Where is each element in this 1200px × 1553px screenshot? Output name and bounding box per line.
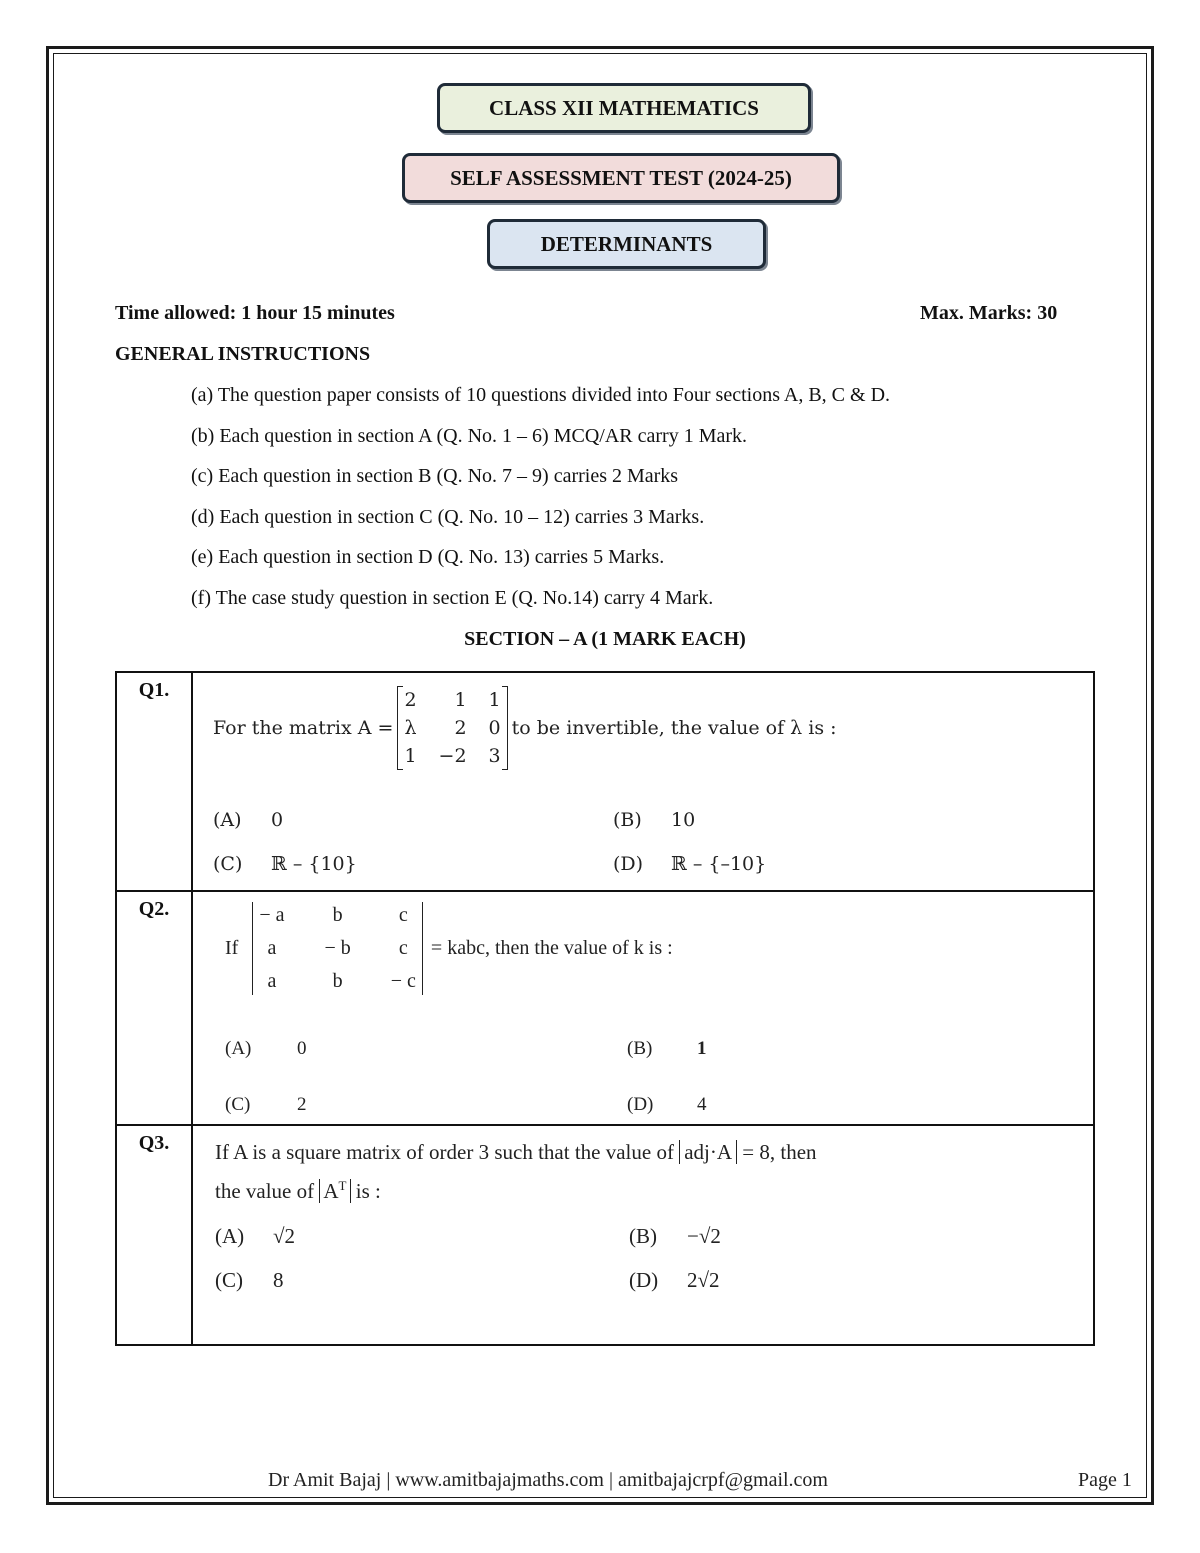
question-2-body bbox=[193, 892, 1093, 1122]
det-cell: c bbox=[398, 904, 408, 926]
instruction-item: (f) The case study question in section E (Q. No.14) carry 4 Mark. bbox=[191, 587, 714, 609]
option-value: 4 bbox=[697, 1094, 707, 1115]
matrix-a bbox=[397, 687, 507, 769]
option-label: (C) bbox=[225, 1094, 251, 1115]
option-label: (B) bbox=[627, 1038, 653, 1059]
option-label: (C) bbox=[213, 853, 243, 875]
matrix-cell: 1 bbox=[404, 745, 417, 767]
option-b bbox=[629, 1224, 721, 1249]
page-number: Page 1 bbox=[1078, 1469, 1132, 1491]
question-1-text-after: to be invertible, the value of λ is : bbox=[511, 717, 837, 739]
instruction-item: (d) Each question in section C (Q. No. 10 – 12) carries 3 Marks. bbox=[191, 506, 705, 528]
det-cell: − b bbox=[324, 937, 351, 959]
option-value: 0 bbox=[271, 809, 284, 831]
matrix-cell: 3 bbox=[488, 745, 501, 767]
matrix-cell: 1 bbox=[488, 689, 501, 711]
option-value: 8 bbox=[273, 1268, 284, 1292]
question-3-line-1 bbox=[215, 1140, 817, 1165]
option-value: 2√2 bbox=[687, 1268, 720, 1292]
option-a bbox=[225, 1038, 307, 1060]
time-allowed: Time allowed: 1 hour 15 minutes bbox=[115, 302, 395, 324]
question-3-text: is : bbox=[355, 1179, 381, 1203]
test-title-box bbox=[402, 153, 840, 203]
question-number: Q2. bbox=[116, 891, 192, 1125]
question-number: Q3. bbox=[116, 1125, 192, 1345]
option-d bbox=[627, 1094, 707, 1116]
footer-credit: Dr Amit Bajaj | www.amitbajajmaths.com | amitbajajcrpf@gmail.com bbox=[268, 1469, 828, 1491]
matrix-cell: 1 bbox=[454, 689, 467, 711]
option-value: 1 bbox=[697, 1038, 707, 1059]
matrix-cell: 0 bbox=[488, 717, 501, 739]
question-3-line-2 bbox=[215, 1178, 381, 1204]
option-label: (D) bbox=[629, 1268, 659, 1292]
det-cell: b bbox=[332, 904, 343, 926]
option-label: (B) bbox=[613, 809, 642, 831]
question-2-text-before: If bbox=[225, 937, 239, 959]
question-1-stem bbox=[213, 687, 837, 769]
option-d bbox=[613, 853, 766, 875]
option-c bbox=[225, 1094, 307, 1116]
question-3-body bbox=[193, 1126, 1093, 1342]
matrix-cell: −2 bbox=[438, 745, 467, 767]
option-c bbox=[215, 1268, 284, 1293]
test-title: SELF ASSESSMENT TEST (2024-25) bbox=[450, 165, 792, 190]
option-value: 2 bbox=[297, 1094, 307, 1115]
det-cell: b bbox=[332, 970, 343, 992]
class-title-box bbox=[437, 83, 811, 133]
question-row-3 bbox=[116, 1125, 1094, 1345]
option-label: (A) bbox=[225, 1038, 252, 1059]
option-value: −√2 bbox=[687, 1224, 721, 1248]
determinant bbox=[252, 902, 423, 995]
chapter-title: DETERMINANTS bbox=[540, 231, 713, 256]
chapter-title-box bbox=[487, 219, 766, 269]
option-label: (C) bbox=[215, 1268, 243, 1292]
question-1-body bbox=[193, 673, 1093, 888]
instruction-item: (c) Each question in section B (Q. No. 7 – 9) carries 2 Marks bbox=[191, 465, 679, 487]
option-label: (A) bbox=[215, 1224, 245, 1248]
question-number: Q1. bbox=[116, 672, 192, 891]
matrix-cell: λ bbox=[404, 717, 417, 739]
matrix-cell: 2 bbox=[454, 717, 467, 739]
det-cell: a bbox=[267, 937, 277, 959]
question-3-text: the value of bbox=[215, 1179, 315, 1203]
option-a bbox=[213, 809, 283, 831]
option-value: √2 bbox=[273, 1224, 296, 1248]
option-label: (B) bbox=[629, 1224, 657, 1248]
option-d bbox=[629, 1268, 720, 1293]
instruction-item: (b) Each question in section A (Q. No. 1 – 6) MCQ/AR carry 1 Mark. bbox=[191, 425, 748, 447]
det-cell: − c bbox=[390, 970, 416, 992]
instruction-item: (a) The question paper consists of 10 questions divided into Four sections A, B, C & D. bbox=[191, 384, 891, 406]
section-a-title: SECTION – A (1 MARK EACH) bbox=[464, 628, 746, 650]
det-cell: c bbox=[398, 937, 408, 959]
abs-a-transpose bbox=[319, 1179, 350, 1203]
transpose-sup: T bbox=[338, 1178, 347, 1193]
option-value: ℝ – {10} bbox=[271, 853, 357, 875]
instruction-item: (e) Each question in section D (Q. No. 13) carries 5 Marks. bbox=[191, 546, 665, 568]
det-cell: a bbox=[267, 970, 277, 992]
questions-table bbox=[115, 671, 1095, 1346]
option-value: ℝ – {–10} bbox=[671, 853, 767, 875]
question-3-text: = 8, then bbox=[742, 1140, 817, 1164]
question-row-2 bbox=[116, 891, 1094, 1125]
symbol-a: A bbox=[323, 1179, 339, 1203]
option-b bbox=[613, 809, 695, 831]
question-2-stem bbox=[225, 902, 673, 995]
class-title: CLASS XII MATHEMATICS bbox=[489, 95, 759, 120]
option-value: 0 bbox=[297, 1038, 307, 1059]
option-label: (D) bbox=[613, 853, 644, 875]
option-a bbox=[215, 1224, 295, 1249]
abs-adj-a: adj·A bbox=[679, 1140, 737, 1164]
matrix-cell: 2 bbox=[404, 689, 417, 711]
question-3-text: If A is a square matrix of order 3 such that the value of bbox=[215, 1140, 674, 1164]
option-c bbox=[213, 853, 357, 875]
question-2-text-after: = kabc, then the value of k is : bbox=[430, 937, 673, 959]
question-1-text-before: For the matrix A = bbox=[213, 717, 394, 739]
det-cell: − a bbox=[259, 904, 285, 926]
option-label: (D) bbox=[627, 1094, 654, 1115]
option-b bbox=[627, 1038, 707, 1060]
instructions-heading: GENERAL INSTRUCTIONS bbox=[115, 343, 371, 365]
option-label: (A) bbox=[213, 809, 242, 831]
option-value: 10 bbox=[671, 809, 696, 831]
question-row-1 bbox=[116, 672, 1094, 891]
max-marks: Max. Marks: 30 bbox=[920, 302, 1058, 324]
